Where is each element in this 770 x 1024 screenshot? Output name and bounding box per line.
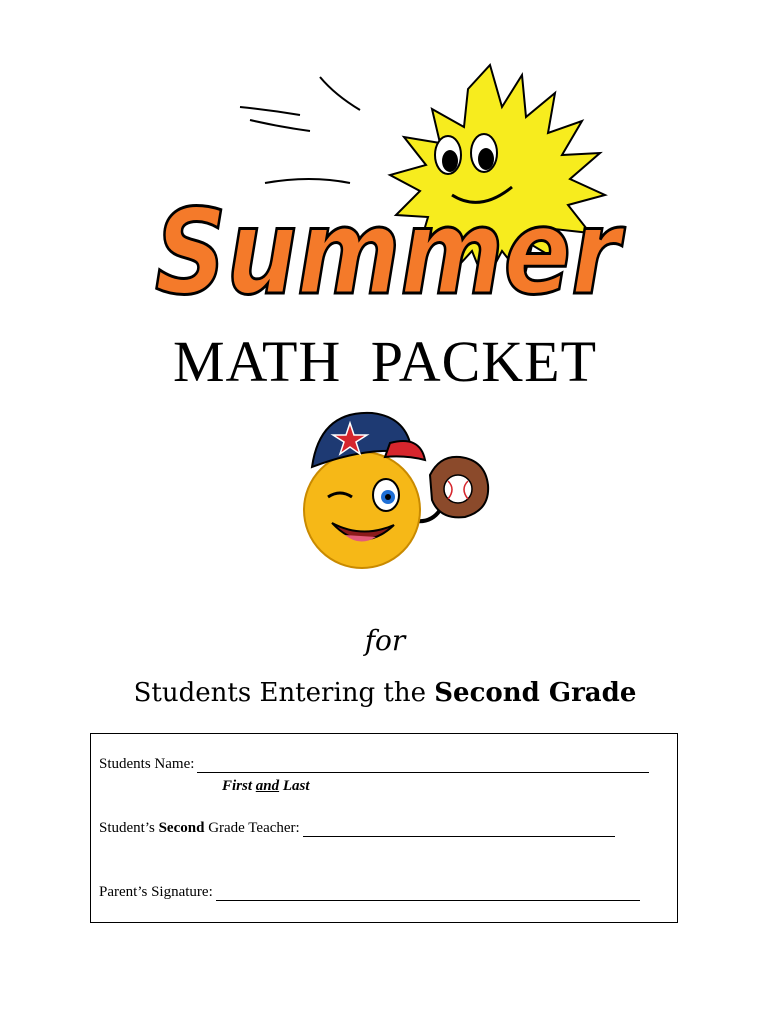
page-title: MATH PACKET xyxy=(172,329,598,394)
student-name-field[interactable] xyxy=(197,758,649,773)
signature-label: Parent’s Signature: xyxy=(99,884,213,900)
baseball-smiley-icon xyxy=(290,405,500,575)
subtitle-prefix: Students Entering the xyxy=(133,678,435,708)
summer-logo xyxy=(150,55,630,325)
teacher-label: Student’s Second Grade Teacher: xyxy=(99,820,300,836)
student-name-row xyxy=(99,756,649,773)
subtitle-grade: Second Grade xyxy=(434,678,637,708)
student-info-form xyxy=(90,733,678,923)
signature-field[interactable] xyxy=(216,886,640,901)
teacher-field[interactable] xyxy=(303,822,615,837)
subtitle xyxy=(0,678,770,708)
student-name-hint: First and Last xyxy=(222,778,310,794)
teacher-row xyxy=(99,820,615,837)
motion-streaks xyxy=(240,77,360,183)
signature-row xyxy=(99,884,640,901)
summer-logo-text: Summer xyxy=(155,183,626,321)
for-text: for xyxy=(364,624,406,657)
student-name-label: Students Name: xyxy=(99,756,195,772)
baseball-glove-icon xyxy=(430,457,488,518)
